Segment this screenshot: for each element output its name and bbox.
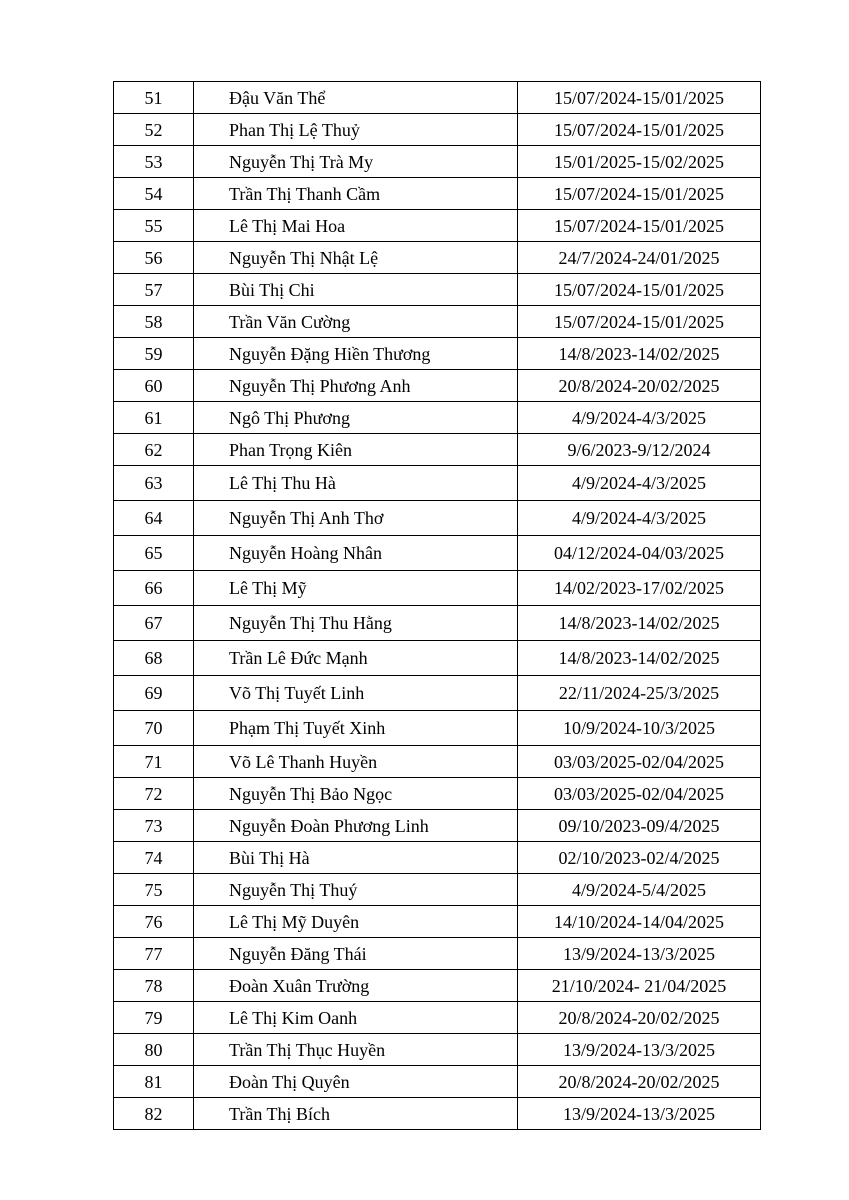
- full-name: Lê Thị Thu Hà: [194, 466, 518, 501]
- table-body: [114, 82, 761, 1130]
- row-number: 82: [114, 1098, 194, 1130]
- date-range: 14/02/2023-17/02/2025: [518, 571, 761, 606]
- date-range: 20/8/2024-20/02/2025: [518, 370, 761, 402]
- row-number: 53: [114, 146, 194, 178]
- table-row: [114, 970, 761, 1002]
- table-row: [114, 536, 761, 571]
- date-range: 20/8/2024-20/02/2025: [518, 1066, 761, 1098]
- date-range: 09/10/2023-09/4/2025: [518, 810, 761, 842]
- table-row: [114, 938, 761, 970]
- row-number: 57: [114, 274, 194, 306]
- row-number: 77: [114, 938, 194, 970]
- table-row: [114, 466, 761, 501]
- full-name: Trần Văn Cường: [194, 306, 518, 338]
- full-name: Bùi Thị Chi: [194, 274, 518, 306]
- table-row: [114, 1034, 761, 1066]
- row-number: 52: [114, 114, 194, 146]
- table-row: [114, 1098, 761, 1130]
- table-row: [114, 746, 761, 778]
- table-row: [114, 306, 761, 338]
- row-number: 65: [114, 536, 194, 571]
- full-name: Nguyễn Đặng Hiền Thương: [194, 338, 518, 370]
- date-range: 9/6/2023-9/12/2024: [518, 434, 761, 466]
- full-name: Lê Thị Mỹ: [194, 571, 518, 606]
- table-row: [114, 338, 761, 370]
- date-range: 15/07/2024-15/01/2025: [518, 274, 761, 306]
- table-row: [114, 210, 761, 242]
- row-number: 59: [114, 338, 194, 370]
- table-row: [114, 641, 761, 676]
- date-range: 22/11/2024-25/3/2025: [518, 676, 761, 711]
- date-range: 4/9/2024-4/3/2025: [518, 402, 761, 434]
- table-row: [114, 778, 761, 810]
- full-name: Nguyễn Thị Thuý: [194, 874, 518, 906]
- full-name: Võ Thị Tuyết Linh: [194, 676, 518, 711]
- table-row: [114, 370, 761, 402]
- row-number: 58: [114, 306, 194, 338]
- row-number: 51: [114, 82, 194, 114]
- date-range: 14/10/2024-14/04/2025: [518, 906, 761, 938]
- table-row: [114, 501, 761, 536]
- date-range: 21/10/2024- 21/04/2025: [518, 970, 761, 1002]
- table-row: [114, 402, 761, 434]
- table-row: [114, 874, 761, 906]
- row-number: 68: [114, 641, 194, 676]
- row-number: 76: [114, 906, 194, 938]
- table-row: [114, 1066, 761, 1098]
- full-name: Phan Thị Lệ Thuỷ: [194, 114, 518, 146]
- date-range: 15/07/2024-15/01/2025: [518, 82, 761, 114]
- date-range: 15/07/2024-15/01/2025: [518, 114, 761, 146]
- date-range: 14/8/2023-14/02/2025: [518, 606, 761, 641]
- date-range: 15/07/2024-15/01/2025: [518, 210, 761, 242]
- row-number: 81: [114, 1066, 194, 1098]
- table-row: [114, 146, 761, 178]
- table-row: [114, 571, 761, 606]
- row-number: 70: [114, 711, 194, 746]
- full-name: Nguyễn Thị Thu Hằng: [194, 606, 518, 641]
- row-number: 75: [114, 874, 194, 906]
- table-row: [114, 606, 761, 641]
- row-number: 78: [114, 970, 194, 1002]
- row-number: 62: [114, 434, 194, 466]
- date-range: 03/03/2025-02/04/2025: [518, 778, 761, 810]
- table-row: [114, 274, 761, 306]
- row-number: 63: [114, 466, 194, 501]
- date-range: 20/8/2024-20/02/2025: [518, 1002, 761, 1034]
- full-name: Trần Lê Đức Mạnh: [194, 641, 518, 676]
- table-row: [114, 842, 761, 874]
- date-range: 14/8/2023-14/02/2025: [518, 641, 761, 676]
- full-name: Võ Lê Thanh Huyền: [194, 746, 518, 778]
- full-name: Phạm Thị Tuyết Xinh: [194, 711, 518, 746]
- date-range: 02/10/2023-02/4/2025: [518, 842, 761, 874]
- row-number: 56: [114, 242, 194, 274]
- table-row: [114, 810, 761, 842]
- date-range: 13/9/2024-13/3/2025: [518, 1098, 761, 1130]
- full-name: Nguyễn Thị Trà My: [194, 146, 518, 178]
- full-name: Bùi Thị Hà: [194, 842, 518, 874]
- date-range: 15/01/2025-15/02/2025: [518, 146, 761, 178]
- row-number: 79: [114, 1002, 194, 1034]
- full-name: Đoàn Thị Quyên: [194, 1066, 518, 1098]
- row-number: 66: [114, 571, 194, 606]
- table-row: [114, 434, 761, 466]
- date-range: 14/8/2023-14/02/2025: [518, 338, 761, 370]
- full-name: Nguyễn Thị Phương Anh: [194, 370, 518, 402]
- full-name: Trần Thị Thanh Cầm: [194, 178, 518, 210]
- full-name: Đoàn Xuân Trường: [194, 970, 518, 1002]
- full-name: Lê Thị Mỹ Duyên: [194, 906, 518, 938]
- date-range: 24/7/2024-24/01/2025: [518, 242, 761, 274]
- date-range: 10/9/2024-10/3/2025: [518, 711, 761, 746]
- full-name: Lê Thị Kim Oanh: [194, 1002, 518, 1034]
- row-number: 80: [114, 1034, 194, 1066]
- row-number: 72: [114, 778, 194, 810]
- table-row: [114, 906, 761, 938]
- full-name: Đậu Văn Thể: [194, 82, 518, 114]
- full-name: Lê Thị Mai Hoa: [194, 210, 518, 242]
- full-name: Nguyễn Đăng Thái: [194, 938, 518, 970]
- table-row: [114, 676, 761, 711]
- row-number: 74: [114, 842, 194, 874]
- row-number: 54: [114, 178, 194, 210]
- table-row: [114, 82, 761, 114]
- row-number: 69: [114, 676, 194, 711]
- date-range: 4/9/2024-4/3/2025: [518, 466, 761, 501]
- row-number: 71: [114, 746, 194, 778]
- row-number: 61: [114, 402, 194, 434]
- personnel-table: [113, 81, 761, 1130]
- full-name: Trần Thị Bích: [194, 1098, 518, 1130]
- row-number: 73: [114, 810, 194, 842]
- full-name: Ngô Thị Phương: [194, 402, 518, 434]
- full-name: Nguyễn Thị Bảo Ngọc: [194, 778, 518, 810]
- table-row: [114, 178, 761, 210]
- date-range: 04/12/2024-04/03/2025: [518, 536, 761, 571]
- date-range: 15/07/2024-15/01/2025: [518, 178, 761, 210]
- table-row: [114, 1002, 761, 1034]
- date-range: 4/9/2024-5/4/2025: [518, 874, 761, 906]
- date-range: 13/9/2024-13/3/2025: [518, 1034, 761, 1066]
- full-name: Nguyễn Thị Nhật Lệ: [194, 242, 518, 274]
- full-name: Phan Trọng Kiên: [194, 434, 518, 466]
- date-range: 13/9/2024-13/3/2025: [518, 938, 761, 970]
- date-range: 15/07/2024-15/01/2025: [518, 306, 761, 338]
- full-name: Trần Thị Thục Huyền: [194, 1034, 518, 1066]
- full-name: Nguyễn Hoàng Nhân: [194, 536, 518, 571]
- row-number: 64: [114, 501, 194, 536]
- table-row: [114, 242, 761, 274]
- row-number: 67: [114, 606, 194, 641]
- table-row: [114, 711, 761, 746]
- row-number: 60: [114, 370, 194, 402]
- table-row: [114, 114, 761, 146]
- row-number: 55: [114, 210, 194, 242]
- full-name: Nguyễn Đoàn Phương Linh: [194, 810, 518, 842]
- full-name: Nguyễn Thị Anh Thơ: [194, 501, 518, 536]
- date-range: 03/03/2025-02/04/2025: [518, 746, 761, 778]
- date-range: 4/9/2024-4/3/2025: [518, 501, 761, 536]
